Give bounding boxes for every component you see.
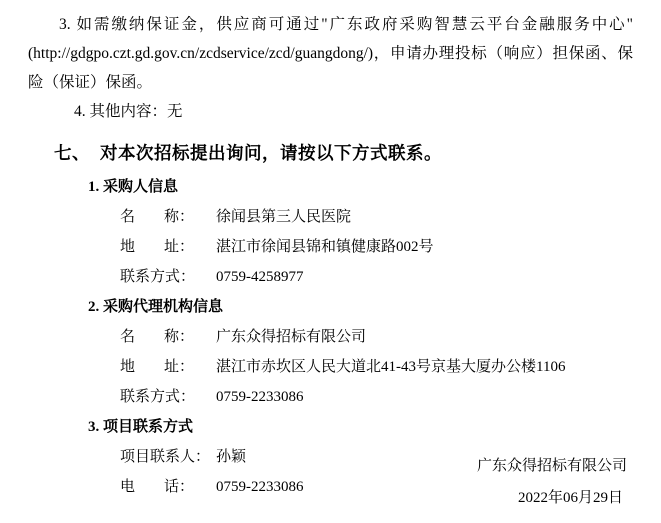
field-value: 0759-4258977 bbox=[216, 269, 304, 285]
field-value: 徐闻县第三人民医院 bbox=[216, 209, 352, 225]
section-heading-text: 对本次招标提出询问，请按以下方式联系。 bbox=[100, 143, 442, 163]
subsection-title: 2. 采购代理机构信息 bbox=[88, 299, 224, 315]
field-value: 0759-2233086 bbox=[216, 479, 304, 495]
field-label-part-a: 电 bbox=[120, 479, 136, 495]
field-label bbox=[120, 352, 216, 382]
field-row bbox=[28, 382, 633, 412]
field-row bbox=[28, 352, 633, 382]
field-label: 联系方式： bbox=[120, 269, 196, 285]
field-value: 湛江市徐闻县锦和镇健康路002号 bbox=[216, 239, 434, 255]
subsection-title: 3. 项目联系方式 bbox=[88, 419, 194, 435]
field-label: 项目联系人： bbox=[120, 449, 211, 465]
field-label-part-b: 址： bbox=[163, 359, 194, 375]
field-label: 联系方式： bbox=[120, 389, 196, 405]
field-label-part-b: 称： bbox=[163, 209, 194, 225]
field-value: 0759-2233086 bbox=[216, 389, 304, 405]
field-row bbox=[28, 202, 633, 232]
field-label-part-a: 名 bbox=[120, 329, 136, 345]
field-value: 湛江市赤坎区人民大道北41-43号京基大厦办公楼1106 bbox=[216, 359, 566, 375]
field-label-part-a: 名 bbox=[120, 209, 136, 225]
section-heading-number: 七、 bbox=[54, 143, 90, 163]
field-label bbox=[120, 232, 216, 262]
field-value: 广东众得招标有限公司 bbox=[216, 329, 367, 345]
section-heading bbox=[28, 136, 633, 170]
field-row bbox=[28, 262, 633, 292]
field-label-part-a: 地 bbox=[120, 239, 136, 255]
field-row bbox=[28, 232, 633, 262]
signature-date: 2022年06月29日 bbox=[517, 490, 623, 506]
field-label bbox=[120, 322, 216, 352]
field-row bbox=[28, 322, 633, 352]
signature-company: 广东众得招标有限公司 bbox=[476, 458, 627, 474]
clause-4-paragraph: 4. 其他内容：无 bbox=[74, 103, 183, 120]
field-value: 孙颖 bbox=[216, 449, 247, 465]
field-label-part-a: 地 bbox=[120, 359, 136, 375]
field-label bbox=[120, 472, 216, 502]
clause-3-paragraph: 3. 如需缴纳保证金，供应商可通过"广东政府采购智慧云平台金融服务中心"(http://gdgpo.czt.gd.gov.cn/zcdservice/zcd/guangdong/)，申请办理投标（响应）担保函、保险（保证）保函。 bbox=[28, 16, 633, 91]
field-label-part-b: 址： bbox=[163, 239, 194, 255]
field-label-part-b: 话： bbox=[163, 479, 194, 495]
field-label bbox=[120, 202, 216, 232]
field-label-part-b: 称： bbox=[163, 329, 194, 345]
subsection-title: 1. 采购人信息 bbox=[88, 179, 179, 195]
